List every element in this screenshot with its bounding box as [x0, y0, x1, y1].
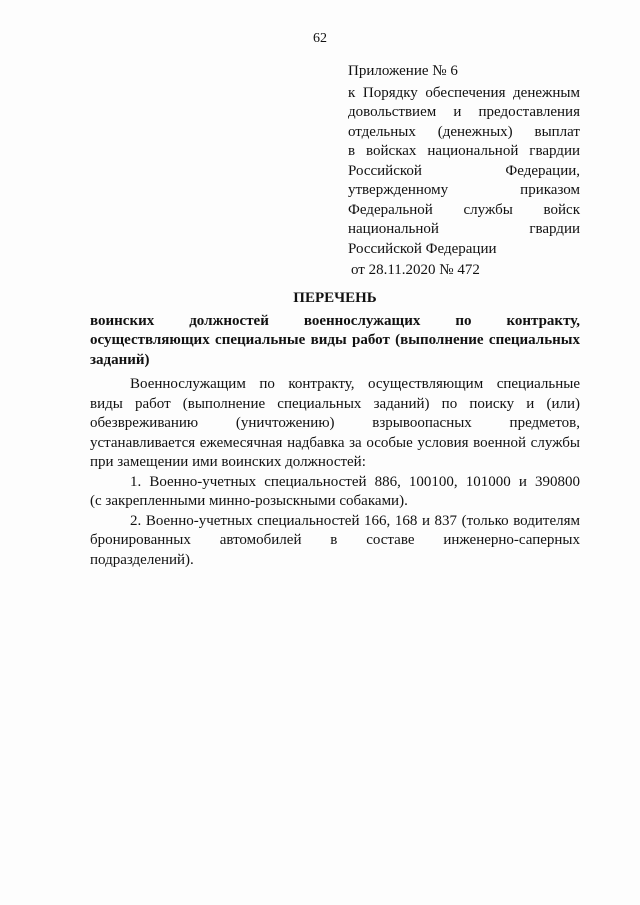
heading-line: осуществляющих специальные виды работ (выполнение специальных	[90, 332, 580, 348]
body-line: виды работ (выполнение специальных заданий) по поиску и (или)	[90, 395, 580, 412]
appendix-block	[348, 62, 580, 281]
heading-line: воинских должностей военнослужащих по контракту,	[90, 312, 580, 329]
appendix-line: в войсках национальной гвардии	[348, 143, 580, 159]
list-title: ПЕРЕЧЕНЬ	[293, 290, 377, 306]
body-line: бронированных автомобилей в составе инженерно-саперных	[90, 532, 580, 548]
heading-line: заданий)	[90, 351, 150, 368]
appendix-line: национальной гвардии	[348, 221, 580, 237]
body-line: подразделений).	[90, 551, 194, 568]
appendix-line: Федеральной службы войск	[348, 201, 580, 218]
list-item-2: 2. Военно-учетных специальностей 166, 168 и 837 (только водителям	[130, 512, 580, 529]
page-number: 62	[313, 31, 327, 46]
appendix-line: довольствием и предоставления	[348, 104, 580, 120]
appendix-line: Российской Федерации	[348, 240, 497, 257]
body-line: Военнослужащим по контракту, осуществляющим специальные	[130, 376, 580, 392]
body-line: устанавливается ежемесячная надбавка за особые условия военной службы	[90, 434, 580, 451]
list-heading	[90, 289, 580, 370]
body-line: (с закрепленными минно-розыскными собаками).	[90, 493, 408, 509]
appendix-line: к Порядку обеспечения денежным	[348, 84, 580, 101]
appendix-line: Российской Федерации,	[348, 162, 580, 179]
body-text	[90, 375, 580, 570]
list-item-1: 1. Военно-учетных специальностей 886, 100100, 101000 и 390800	[130, 473, 580, 490]
appendix-line: отдельных (денежных) выплат	[348, 123, 580, 140]
body-line: при замещении ими воинских должностей:	[90, 454, 366, 470]
appendix-date-line: от 28.11.2020 № 472	[351, 262, 480, 278]
appendix-line: Приложение № 6	[348, 63, 458, 79]
body-line: обезвреживанию (уничтожению) взрывоопасных предметов,	[90, 415, 580, 431]
appendix-line: утвержденному приказом	[348, 182, 580, 198]
